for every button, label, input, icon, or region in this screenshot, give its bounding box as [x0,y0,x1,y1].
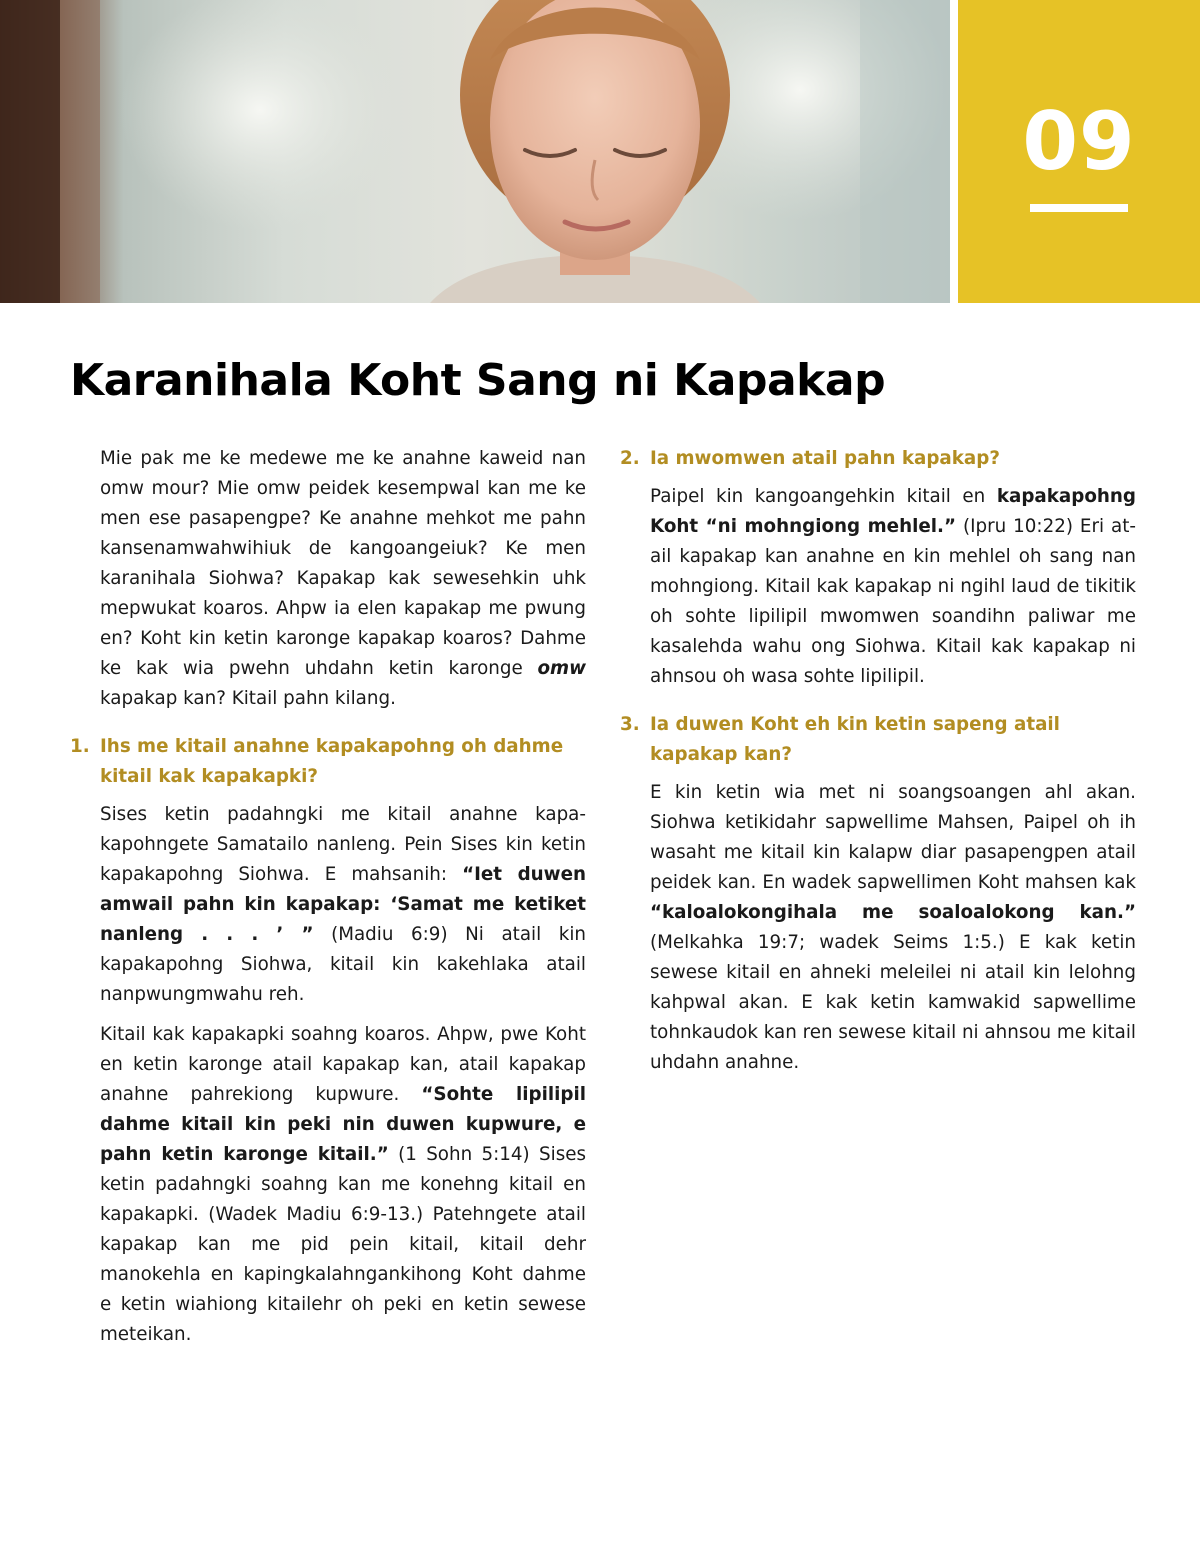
lesson-number-underline [1030,204,1128,212]
woman-praying-photo [0,0,950,303]
answer-paragraph: Kitail kak kapakapki soahng koaros. Ahpw, pwe Koht en ketin karonge atail kapakap kan, atail kapakap anahne pahrekiong kupwure. “Sohte lipilipil dahme kitail kin peki nin duwen kupwure, e pahn ketin karonge kitail.” (1 Sohn 5:14) Sises ketin padahngki soahng kan me konehng kitail en kapakapki. (Wadek Madiu 6:9-13.) Patehngete atail kapakap kan me pid pein kitail, kitail dehr manokehla en kapingkalahngankihong Koht dahme e ketin wiahiong kitailehr oh peki en ketin sewese meteikan. [100,1024,586,1345]
page-title: Karanihala Koht Sang ni Kapakap [70,355,886,406]
question-2 [620,444,1136,474]
intro-emphasis: omw [537,658,586,679]
scripture-quote: “Iet duwen amwail pahn kin kapakap: ‘Samat me ketiket nanleng . . . ’ ” [100,864,586,945]
question-text: Ihs me kitail anahne kapakapohng oh dahme kitail kak kapakapki? [100,736,564,787]
answer-paragraph: E kin ketin wia met ni soangsoangen ahl akan. Siohwa ketikidahr sapwellime Mahsen, Paipel oh ih wasaht me kitail kin kalapw diar pasapengpen atail peidek kan. En wadek sapwellimen Koht mahsen kak “kaloalokongihala me soaloalokong kan.” (Melkahka 19:7; wadek Seims 1:5.) E kak ketin sewese kitail en ahneki meleilei ni atail kin lelohng kahpwal akan. E kak ketin kamwakid sapwellime tohnkaudok kan ren sewese kitail ni ahnsou me kitail uhdahn anahne. [650,782,1136,1073]
scripture-quote: “kaloalokongihala me soaloalokong kan.” [650,902,1136,923]
question-number: 3. [620,714,640,735]
question-3 [620,710,1136,770]
left-column [70,444,586,1360]
question-1 [70,732,586,792]
question-number: 1. [70,736,90,757]
scripture-quote: kapakapohng Koht “ni mohngiong mehlel.” [650,486,1136,537]
lesson-number: 09 [1022,95,1136,188]
scripture-quote: “Sohte lipilipil dahme kitail kin peki nin duwen kupwure, e pahn ketin karonge kitail.” [100,1084,586,1165]
right-column [620,444,1136,1088]
answer-paragraph: Sises ketin padahngki me kitail anahne kapakapohngete Samatailo nanleng. Pein Sises kin ketin kapakapohng Siohwa. E mahsanih: “Iet duwen amwail pahn kin kapakap: ‘Samat me ketiket nanleng . . . ’ ” (Madiu 6:9) Ni atail kin kapakapohng Siohwa, kitail kin kakehlaka atail nanpwungmwahu reh. [100,804,586,1005]
question-text: Ia duwen Koht eh kin ketin sapeng atail kapakap kan? [650,714,1060,765]
question-text: Ia mwomwen atail pahn kapakap? [650,448,1000,469]
answer-paragraph: Paipel kin kangoangehkin kitail en kapakapohng Koht “ni mohngiong mehlel.” (Ipru 10:22) Eri atail kapakap kan anahne en kin mehlel oh sang nan mohngiong. Kitail kak kapakap ni ngihl laud de tikitik oh sohte lipilipil mwomwen soandihn paliwar me kasalehda wahu ong Siohwa. Kitail kak kapakap ni ahnsou oh wasa sohte lipilipil. [650,486,1136,687]
header-photo [0,0,950,303]
lesson-number-box [958,0,1200,303]
intro-paragraph: Mie pak me ke medewe me ke anahne kaweid nan omw mour? Mie omw peidek kesempwal kan me ke men ese pasapengpe? Ke anahne mehkot me pahn kansenamwahwihiuk de kangoangeiuk? Ke men karanihala Siohwa? Kapakap kak sewesehkin uhk mepwukat koaros. Ahpw ia elen kapakap me pwung en? Koht kin ketin karonge kapakap koaros? Dahme ke kak wia pwehn uhdahn ketin karonge omw kapakap kan? Kitail pahn kilang. [100,448,586,709]
question-number: 2. [620,448,640,469]
